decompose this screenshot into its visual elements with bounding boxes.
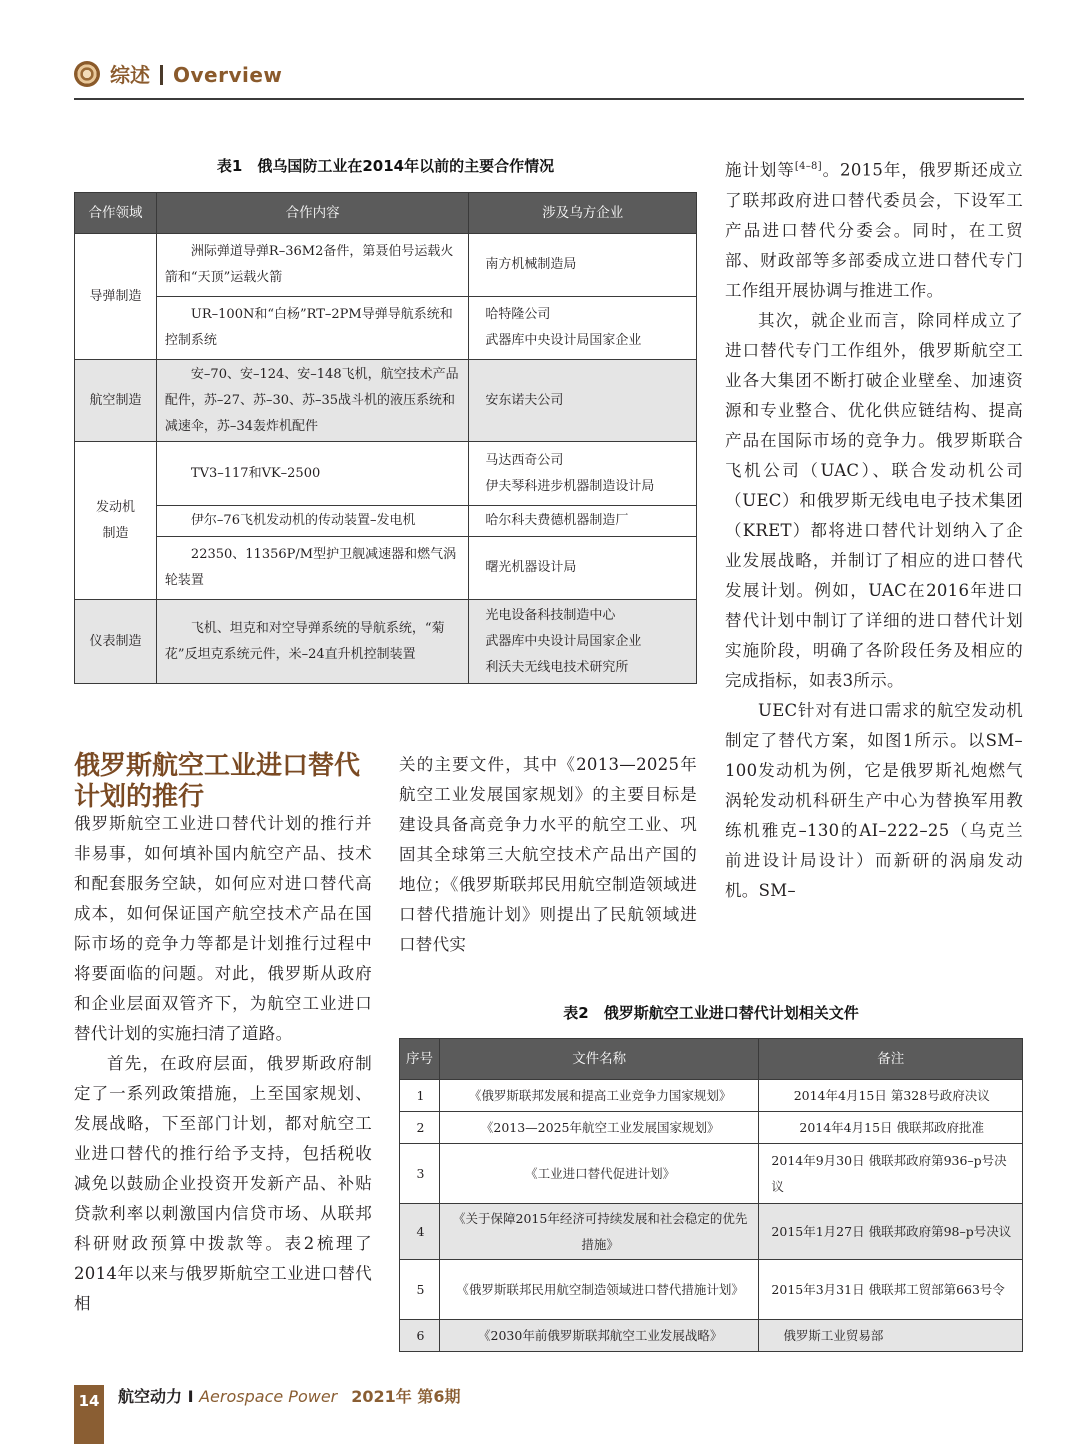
enterprise-line: 安东诺夫公司: [485, 392, 564, 408]
section-label-cn: 综述: [110, 63, 150, 87]
table2-name: 《2013—2025年航空工业发展国家规划》: [439, 1112, 758, 1144]
table2-header-row: [400, 1039, 1023, 1080]
table2-header-no: 序号: [400, 1039, 440, 1080]
table1-content: 22350、11356P/M型护卫舰减速器和燃气涡轮装置: [156, 537, 469, 600]
table2-no: 5: [400, 1260, 440, 1320]
table-row: [75, 600, 697, 684]
journal-name-cn: 航空动力: [118, 1387, 183, 1406]
table1-header-area: 合作领域: [75, 193, 157, 234]
table2-name: 《俄罗斯联邦发展和提高工业竞争力国家规划》: [439, 1080, 758, 1112]
table2-name: 《俄罗斯联邦民用航空制造领域进口替代措施计划》: [439, 1260, 758, 1320]
table2-header-name: 文件名称: [439, 1039, 758, 1080]
table1-header-row: [75, 193, 697, 234]
table-row: [400, 1260, 1023, 1320]
enterprise-line: 光电设备科技制造中心: [485, 607, 616, 623]
table1-enterprise: [469, 297, 697, 360]
table2-note: 2014年4月15日 第328号政府决议: [759, 1080, 1023, 1112]
enterprise-line: 曙光机器设计局: [485, 560, 577, 575]
table1-area: 导弹制造: [75, 234, 157, 360]
enterprise-line: 南方机械制造局: [485, 257, 577, 272]
table1-area: 仪表制造: [75, 600, 157, 684]
enterprise-line: 马达西奇公司: [485, 452, 564, 468]
table1-content: UR–100N和“白杨”RT–2PM导弹导航系统和控制系统: [156, 297, 469, 360]
table2-note: 2014年9月30日 俄联邦政府第936–p号决议: [759, 1144, 1023, 1204]
table1-content: 洲际弹道导弹R–36M2备件，第聂伯号运载火箭和“天顶”运载火箭: [156, 234, 469, 297]
table1-content: 安–70、安–124、安–148飞机，航空技术产品配件，苏–27、苏–30、苏–35战斗机的液压系统和减速伞，苏–34轰炸机配件: [156, 360, 469, 442]
body-paragraph: 关的主要文件，其中《2013—2025年航空工业发展国家规划》的主要目标是建设具备高竞争力水平的航空工业、巩固其全球第三大航空技术产品出产国的地位；《俄罗斯联邦民用航空制造领域进口替代措施计划》则提出了民航领域进口替代实: [399, 755, 697, 954]
table1-area-text: 发动机制造: [95, 499, 135, 541]
enterprise-line: 哈尔科夫费德机器制造厂: [485, 513, 629, 528]
table-row: [75, 537, 697, 600]
table1-enterprise: [469, 234, 697, 297]
body-paragraph: 首先，在政府层面，俄罗斯政府制定了一系列政策措施，上至国家规划、发展战略，下至部门计划，都对航空工业进口替代的推行给予支持，包括税收减免以鼓励企业投资开发新产品、补贴贷款利率以刺激国内信贷市场、从联邦科研财政预算中拨款等。表2梳理了2014年以来与俄罗斯航空工业进口替代相: [74, 1054, 372, 1313]
header-rule: [74, 98, 1024, 100]
table-row: [400, 1204, 1023, 1260]
journal-logo-icon: [74, 61, 100, 87]
table1-enterprise: [469, 600, 697, 684]
table2-no: 6: [400, 1320, 440, 1352]
journal-footer: 航空动力 I Aerospace Power 2021年 第6期: [118, 1387, 461, 1406]
table2-note: 2015年3月31日 俄联邦工贸部第663号令: [759, 1260, 1023, 1320]
table-row: [400, 1080, 1023, 1112]
table-row: [75, 506, 697, 537]
table2-no: 1: [400, 1080, 440, 1112]
table2-note: 俄罗斯工业贸易部: [759, 1320, 1023, 1352]
journal-issue: 2021年 第6期: [351, 1387, 461, 1406]
table-row: [400, 1320, 1023, 1352]
table-row: [75, 297, 697, 360]
table1-header-enterprise: 涉及乌方企业: [469, 193, 697, 234]
table2-header-note: 备注: [759, 1039, 1023, 1080]
table1-caption: 表1 俄乌国防工业在2014年以前的主要合作情况: [216, 157, 555, 175]
table2-note: 2015年1月27日 俄联邦政府第98–p号决议: [759, 1204, 1023, 1260]
table2-no: 2: [400, 1112, 440, 1144]
enterprise-line: 武器库中央设计局国家企业: [485, 633, 642, 649]
citation-ref: [4–8]: [794, 161, 822, 172]
table2: [399, 1038, 1023, 1352]
section-heading: 俄罗斯航空工业进口替代计划的推行: [74, 751, 361, 812]
table1-area: 航空制造: [75, 360, 157, 442]
table1-content: 伊尔–76飞机发动机的传动装置–发电机: [156, 506, 469, 537]
page-number: 14: [74, 1385, 104, 1444]
section-label: [110, 61, 282, 89]
table1-enterprise: [469, 360, 697, 442]
body-column-1: [74, 809, 372, 1319]
table1-header-content: 合作内容: [156, 193, 469, 234]
enterprise-line: 哈特隆公司: [485, 307, 551, 322]
section-label-en: Overview: [173, 63, 283, 87]
table1-area: [75, 442, 157, 600]
journal-name-en: Aerospace Power: [199, 1387, 338, 1406]
table2-note: 2014年4月15日 俄联邦政府批准: [759, 1112, 1023, 1144]
table-row: [400, 1112, 1023, 1144]
table-row: [400, 1144, 1023, 1204]
table-row: [75, 442, 697, 506]
body-column-2: [399, 750, 697, 960]
table1-content: 飞机、坦克和对空导弹系统的导航系统，“菊花”反坦克系统元件，米–24直升机控制装置: [156, 600, 469, 684]
table1-enterprise: [469, 537, 697, 600]
body-paragraph: 俄罗斯航空工业进口替代计划的推行并非易事，如何填补国内航空产品、技术和配套服务空缺，如何应对进口替代高成本，如何保证国产航空技术产品在国际市场的竞争力等都是计划推行过程中将要面临的问题。对此，俄罗斯从政府和企业层面双管齐下，为航空工业进口替代计划的实施扫清了道路。: [74, 814, 372, 1043]
body-paragraph: UEC针对有进口需求的航空发动机制定了替代方案，如图1所示。以SM–100发动机为例，它是俄罗斯礼炮燃气涡轮发动机科研生产中心为替换军用教练机雅克–130的AI–222–25（乌克兰前进设计局设计）而新研的涡扇发动机。SM–: [725, 700, 1023, 900]
body-paragraph: [725, 152, 1023, 306]
table1-enterprise: [469, 506, 697, 537]
table2-name: 《2030年前俄罗斯联邦航空工业发展战略》: [439, 1320, 758, 1352]
body-text: 。2015年，俄罗斯还成立了联邦政府进口替代委员会，下设军工产品进口替代分委会。同时，在工贸部、财政部等多部委成立进口替代专门工作组开展协调与推进工作。: [725, 160, 1023, 300]
body-text: 施计划等: [725, 160, 795, 180]
table2-no: 4: [400, 1204, 440, 1260]
enterprise-line: 利沃夫无线电技术研究所: [485, 659, 629, 675]
section-divider: [160, 65, 163, 85]
body-column-3: [725, 152, 1023, 906]
enterprise-line: 武器库中央设计局国家企业: [485, 333, 642, 348]
body-paragraph: 其次，就企业而言，除同样成立了进口替代专门工作组外，俄罗斯航空工业各大集团不断打破企业壁垒、加速资源和专业整合、优化供应链结构、提高产品在国际市场的竞争力。俄罗斯联合飞机公司（UAC）、联合发动机公司（UEC）和俄罗斯无线电电子技术集团（KRET）都将进口替代计划纳入了企业发展战略，并制订了相应的进口替代发展计划。例如，UAC在2016年进口替代计划中制订了详细的进口替代计划实施阶段，明确了各阶段任务及相应的完成指标，如表3所示。: [725, 310, 1023, 690]
table1-enterprise: [469, 442, 697, 506]
table-row: [75, 360, 697, 442]
table1-content: TV3–117和VK–2500: [156, 442, 469, 506]
table2-no: 3: [400, 1144, 440, 1204]
table1: [74, 192, 697, 684]
table2-name: 《关于保障2015年经济可持续发展和社会稳定的优先措施》: [439, 1204, 758, 1260]
table2-name: 《工业进口替代促进计划》: [439, 1144, 758, 1204]
table2-caption: 表2 俄罗斯航空工业进口替代计划相关文件: [563, 1004, 859, 1022]
table-row: [75, 234, 697, 297]
enterprise-line: 伊夫琴科进步机器制造设计局: [485, 478, 655, 494]
